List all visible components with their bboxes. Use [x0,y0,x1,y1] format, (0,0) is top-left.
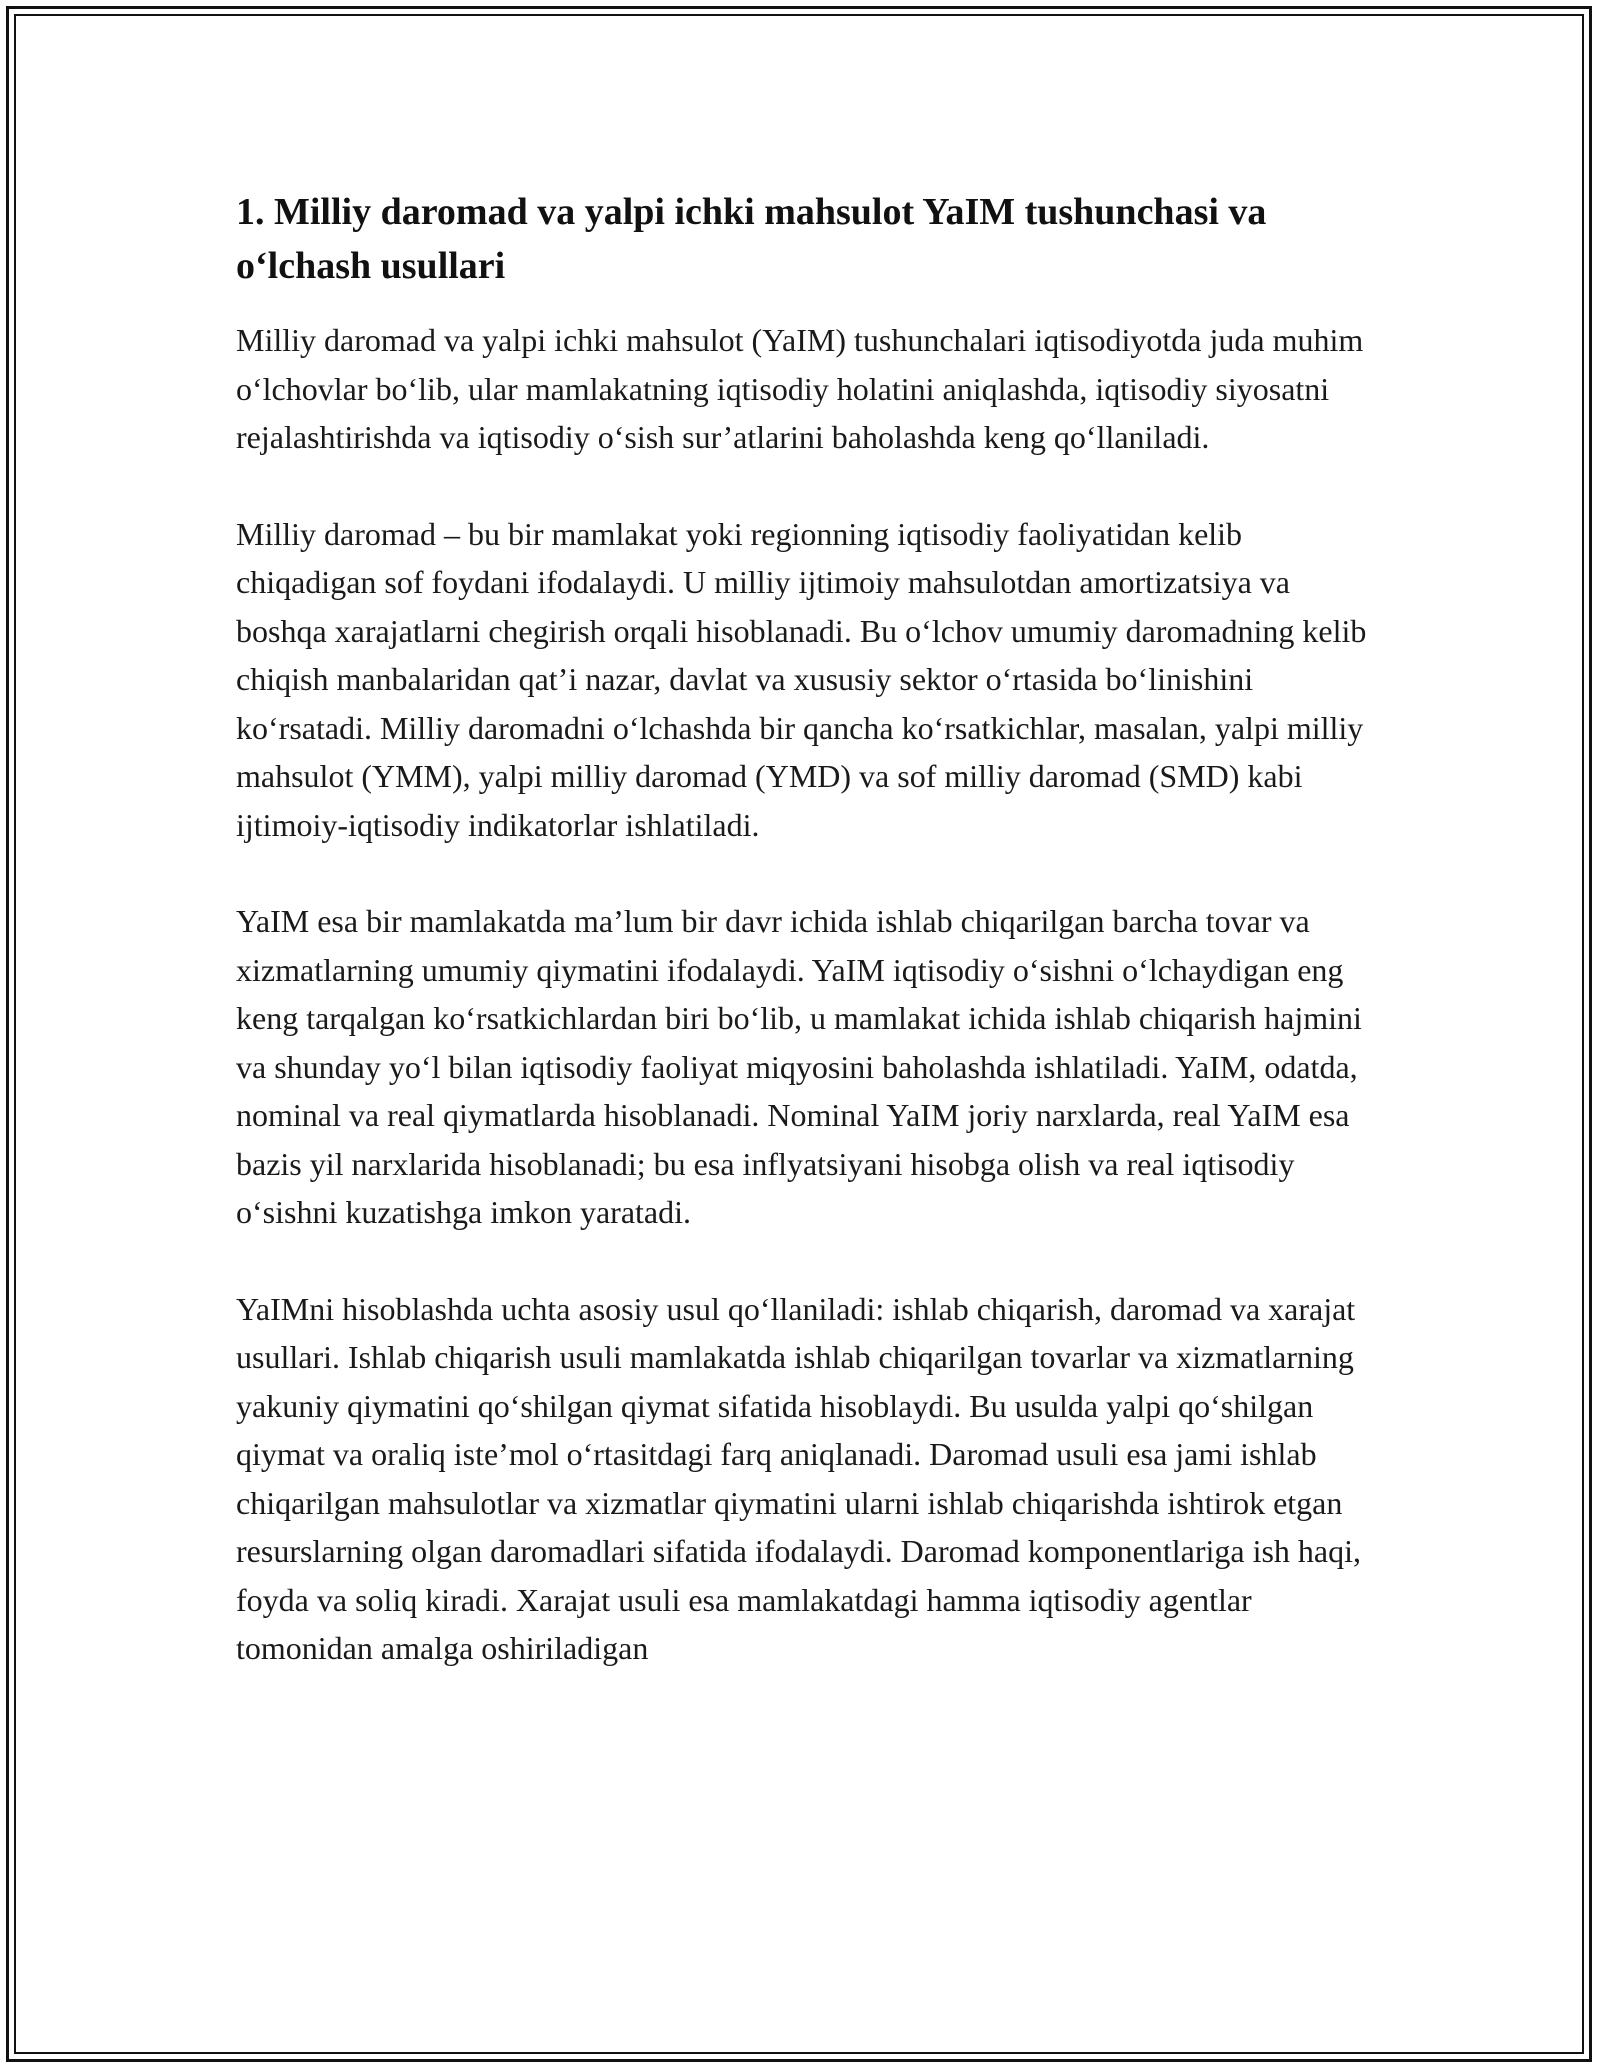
paragraph-gdp-methods: YaIMni hisoblashda uchta asosiy usul qo‘llaniladi: ishlab chiqarish, daromad va xarajat usullari. Ishlab chiqarish usuli mamlakatda ishlab chiqarilgan tovarlar va xizmatlarning yakuniy qiymatini qo‘shilgan qiymat sifatida hisoblaydi. Bu usulda yalpi qo‘shilgan qiymat va oraliq iste’mol o‘rtasitdagi farq aniqlanadi. Daromad usuli esa jami ishlab chiqarilgan mahsulotlar va xizmatlar qiymatini ularni ishlab chiqarishda ishtirok etgan resurslarning olgan daromadlari sifatida ifodalaydi. Daromad komponentlariga ish haqi, foyda va soliq kiradi. Xarajat usuli esa mamlakatdagi hamma iqtisodiy agentlar tomonidan amalga oshiriladigan [236,1290,1361,1666]
paragraph-intro: Milliy daromad va yalpi ichki mahsulot (YaIM) tushunchalari iqtisodiyotda juda muhim o‘lchovlar bo‘lib, ular mamlakatning iqtisodiy holatini aniqlashda, iqtisodiy siyosatni rejalashtirishda va iqtisodiy o‘sish sur’atlarini baholashda keng qo‘llaniladi. [236,322,1364,455]
document-body [236,185,1371,1721]
paragraph-gdp: YaIM esa bir mamlakatda ma’lum bir davr ichida ishlab chiqarilgan barcha tovar va xizmatlarning umumiy qiymatini ifodalaydi. YaIM iqtisodiy o‘sishni o‘lchaydigan eng keng tarqalgan ko‘rsatkichlardan biri bo‘lib, u mamlakat ichida ishlab chiqarish hajmini va shunday yo‘l bilan iqtisodiy faoliyat miqyosini baholashda ishlatiladi. YaIM, odatda, nominal va real qiymatlarda hisoblanadi. Nominal YaIM joriy narxlarda, real YaIM esa bazis yil narxlarida hisoblanadi; bu esa inflyatsiyani hisobga olish va real iqtisodiy o‘sishni kuzatishga imkon yaratadi. [236,903,1362,1230]
paragraph-national-income: Milliy daromad – bu bir mamlakat yoki regionning iqtisodiy faoliyatidan kelib chiqadigan sof foydani ifodalaydi. U milliy ijtimoiy mahsulotdan amortizatsiya va boshqa xarajatlarni chegirish orqali hisoblanadi. Bu o‘lchov umumiy daromadning kelib chiqish manbalaridan qat’i nazar, davlat va xususiy sektor o‘rtasida bo‘linishini ko‘rsatadi. Milliy daromadni o‘lchashda bir qancha ko‘rsatkichlar, masalan, yalpi milliy mahsulot (YMM), yalpi milliy daromad (YMD) va sof milliy daromad (SMD) kabi ijtimoiy-iqtisodiy indikatorlar ishlatiladi. [236,515,1367,843]
section-heading: 1. Milliy daromad va yalpi ichki mahsulot YaIM tushunchasi va o‘lchash usullari [236,191,1267,287]
